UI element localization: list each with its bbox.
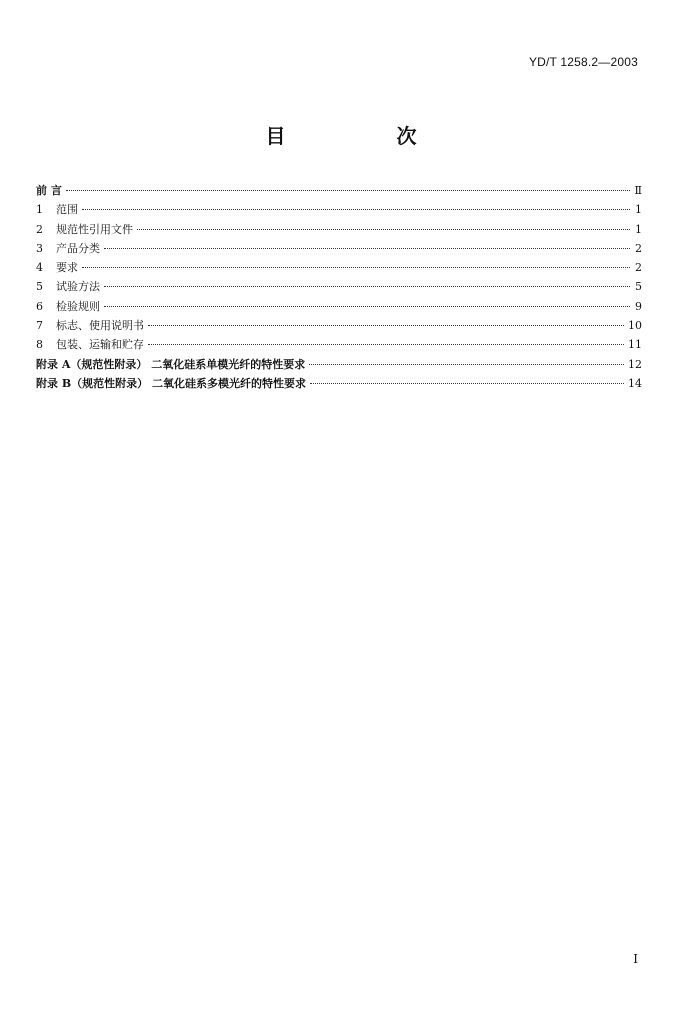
toc-entry-label: 包装、运输和贮存 xyxy=(56,338,144,352)
toc-entry-page: 10 xyxy=(628,319,642,333)
toc-entry-label: 规范性引用文件 xyxy=(56,222,133,236)
toc-entry-annex-a[interactable] xyxy=(36,355,642,374)
toc-entry-label: 检验规则 xyxy=(56,299,100,313)
toc-entry-7[interactable] xyxy=(36,316,642,335)
toc-entry-number: 2 xyxy=(36,222,43,236)
toc-entry-label: 标志、使用说明书 xyxy=(56,319,144,333)
table-of-contents xyxy=(36,181,642,393)
document-code: YD/T 1258.2—2003 xyxy=(528,55,638,69)
toc-entry-page: 2 xyxy=(635,261,642,275)
toc-leader-dots xyxy=(309,364,624,365)
toc-leader-dots xyxy=(310,383,624,384)
toc-entry-number: 7 xyxy=(36,319,43,333)
toc-entry-2[interactable] xyxy=(36,220,642,239)
page-title: 目 次 xyxy=(265,124,469,148)
toc-entry-page: Ⅱ xyxy=(634,184,642,197)
toc-entry-label: 附录 A（规范性附录） 二氧化硅系单模光纤的特性要求 xyxy=(36,357,306,371)
toc-entry-3[interactable] xyxy=(36,239,642,258)
toc-entry-8[interactable] xyxy=(36,335,642,354)
toc-leader-dots xyxy=(148,325,624,326)
toc-leader-dots xyxy=(104,306,630,307)
toc-entry-label: 要求 xyxy=(56,261,78,275)
toc-entry-number: 3 xyxy=(36,241,43,255)
toc-leader-dots xyxy=(104,286,630,287)
page-number: Ⅰ xyxy=(633,952,638,966)
toc-entry-foreword[interactable] xyxy=(36,181,642,200)
toc-entry-label: 附录 B（规范性附录） 二氧化硅系多模光纤的特性要求 xyxy=(36,376,306,390)
toc-leader-dots xyxy=(137,229,630,230)
toc-entry-5[interactable] xyxy=(36,277,642,296)
toc-leader-dots xyxy=(66,190,630,191)
toc-entry-number: 1 xyxy=(36,203,43,217)
toc-entry-number: 6 xyxy=(36,299,43,313)
toc-leader-dots xyxy=(148,344,624,345)
toc-entry-6[interactable] xyxy=(36,297,642,316)
toc-entry-label: 范围 xyxy=(56,203,78,217)
toc-entry-page: 5 xyxy=(635,280,642,294)
toc-entry-page: 12 xyxy=(628,357,642,371)
toc-entry-label: 前 言 xyxy=(36,184,62,197)
toc-entry-page: 2 xyxy=(635,241,642,255)
toc-entry-1[interactable] xyxy=(36,200,642,219)
toc-entry-number: 5 xyxy=(36,280,43,294)
toc-entry-4[interactable] xyxy=(36,258,642,277)
toc-entry-label: 产品分类 xyxy=(56,241,100,255)
toc-entry-page: 11 xyxy=(628,338,642,352)
toc-leader-dots xyxy=(82,267,630,268)
toc-leader-dots xyxy=(104,248,630,249)
toc-entry-label: 试验方法 xyxy=(56,280,100,294)
toc-entry-page: 14 xyxy=(628,376,642,390)
toc-leader-dots xyxy=(82,209,630,210)
toc-entry-page: 9 xyxy=(635,299,642,313)
toc-entry-annex-b[interactable] xyxy=(36,374,642,393)
toc-entry-number: 4 xyxy=(36,261,43,275)
toc-entry-page: 1 xyxy=(635,222,642,236)
toc-entry-page: 1 xyxy=(635,203,642,217)
toc-entry-number: 8 xyxy=(36,338,43,352)
